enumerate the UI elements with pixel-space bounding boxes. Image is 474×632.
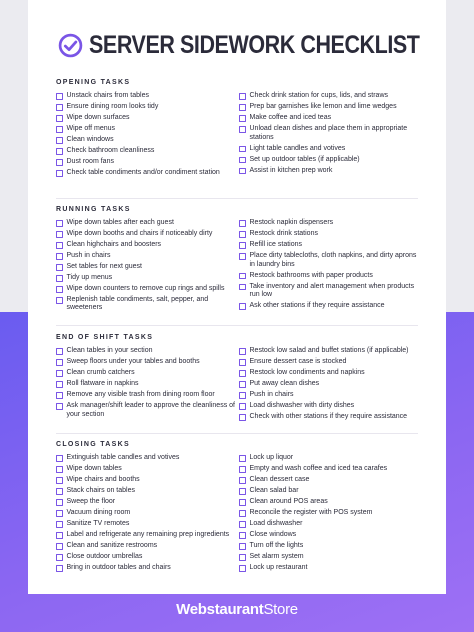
checkbox-icon[interactable] — [56, 148, 63, 155]
section-closing-tasks — [56, 440, 420, 575]
checklist-item[interactable] — [239, 230, 420, 239]
checkbox-icon[interactable] — [239, 488, 246, 495]
checklist-item-label: Sanitize TV remotes — [66, 519, 130, 527]
checkbox-icon[interactable] — [239, 543, 246, 550]
checklist-item-label: Tidy up menus — [66, 273, 113, 281]
checkbox-icon[interactable] — [56, 348, 63, 355]
checkbox-icon[interactable] — [56, 499, 63, 506]
checkbox-icon[interactable] — [239, 348, 246, 355]
checklist-item-label: Ask other stations if they require assistance — [249, 302, 385, 310]
checkbox-icon[interactable] — [239, 273, 246, 280]
checklist-item[interactable] — [239, 454, 420, 463]
checklist-item-label: Refill ice stations — [249, 240, 303, 248]
checkbox-icon[interactable] — [239, 157, 246, 164]
left-column — [56, 347, 237, 424]
checklist-item-label: Set alarm system — [249, 552, 304, 560]
checklist-item[interactable] — [239, 465, 420, 474]
checklist-item-label: Take inventory and alert management when products run low — [249, 282, 415, 299]
checkbox-icon[interactable] — [239, 554, 246, 561]
checkbox-icon[interactable] — [239, 510, 246, 517]
checkbox-icon[interactable] — [56, 359, 63, 366]
section-opening-tasks — [56, 78, 420, 180]
checkbox-icon[interactable] — [239, 392, 246, 399]
checkbox-icon[interactable] — [239, 220, 246, 227]
checklist-item[interactable] — [56, 274, 237, 283]
checklist-item-label: Check table condiments and/or condiment station — [66, 168, 220, 176]
checkbox-icon[interactable] — [56, 126, 63, 133]
checkbox-icon[interactable] — [239, 168, 246, 175]
checklist-item-label: Reconcile the register with POS system — [249, 508, 373, 516]
checkbox-icon[interactable] — [56, 242, 63, 249]
checklist-item[interactable] — [56, 542, 237, 551]
check-circle-icon — [58, 33, 83, 58]
checklist-item[interactable] — [239, 145, 420, 154]
checklist-item-label: Set tables for next guest — [66, 262, 142, 270]
checkbox-icon[interactable] — [56, 286, 63, 293]
checklist-item[interactable] — [239, 241, 420, 250]
checkbox-icon[interactable] — [239, 231, 246, 238]
checklist-item[interactable] — [239, 369, 420, 378]
checklist-item[interactable] — [56, 402, 237, 419]
checklist-item-label: Wipe down counters to remove cup rings and spills — [66, 284, 225, 292]
checklist-item[interactable] — [239, 272, 420, 281]
checklist-item[interactable] — [239, 402, 420, 411]
right-column — [237, 454, 420, 575]
checkbox-icon[interactable] — [239, 532, 246, 539]
checklist-item-label: Bring in outdoor tables and chairs — [66, 563, 171, 571]
checklist-item[interactable] — [239, 391, 420, 400]
section-heading: CLOSING TASKS — [56, 441, 130, 448]
checklist-item-label: Check bathroom cleanliness — [66, 146, 155, 154]
checklist-item[interactable] — [56, 252, 237, 261]
checklist-item[interactable] — [239, 283, 420, 300]
checkbox-icon[interactable] — [56, 403, 63, 410]
section-divider — [56, 325, 418, 326]
checklist-item-label: Restock low condiments and napkins — [249, 368, 365, 376]
checklist-item[interactable] — [56, 114, 237, 123]
checklist-item-label: Lock up liquor — [249, 454, 294, 461]
checklist-item[interactable] — [239, 498, 420, 507]
checklist-item-label: Restock bathrooms with paper products — [249, 271, 373, 279]
checkbox-icon[interactable] — [239, 403, 246, 410]
checklist-item[interactable] — [56, 158, 237, 167]
checklist-item-label: Ensure dessert case is stocked — [249, 357, 347, 365]
checkbox-icon[interactable] — [56, 275, 63, 282]
checkbox-icon[interactable] — [56, 521, 63, 528]
checklist-item-label: Wipe down tables after each guest — [66, 219, 174, 226]
section-divider — [56, 433, 418, 434]
checklist-item[interactable] — [239, 520, 420, 529]
checkbox-icon[interactable] — [239, 359, 246, 366]
checklist-item[interactable] — [239, 358, 420, 367]
checkbox-icon[interactable] — [239, 477, 246, 484]
right-column — [237, 92, 420, 180]
checklist-item-label: Empty and wash coffee and iced tea carafes — [249, 464, 388, 472]
checklist-item-label: Push in chairs — [249, 390, 294, 398]
checklist-item-label: Assist in kitchen prep work — [249, 166, 333, 174]
checklist-item[interactable] — [239, 476, 420, 485]
checklist-item[interactable] — [56, 147, 237, 156]
checklist-item-label: Vacuum dining room — [66, 508, 131, 516]
checklist-item[interactable] — [56, 358, 237, 367]
checkbox-icon[interactable] — [56, 565, 63, 572]
checkbox-icon[interactable] — [56, 477, 63, 484]
checkbox-icon[interactable] — [56, 253, 63, 260]
checklist-item[interactable] — [239, 509, 420, 518]
checklist-item-label: Set up outdoor tables (if applicable) — [249, 155, 360, 163]
checklist-item-label: Close outdoor umbrellas — [66, 552, 143, 560]
checklist-item-label: Stack chairs on tables — [66, 486, 135, 494]
checklist-item[interactable] — [239, 487, 420, 496]
checklist-item[interactable] — [56, 136, 237, 145]
checklist-item-label: Turn off the lights — [249, 541, 304, 549]
checklist-item-label: Load dishwasher — [249, 519, 303, 527]
checkbox-icon[interactable] — [56, 93, 63, 100]
section-heading: END OF SHIFT TASKS — [56, 334, 154, 341]
checklist-item-label: Clean crumb catchers — [66, 368, 135, 376]
checklist-item[interactable] — [56, 509, 237, 518]
checkbox-icon[interactable] — [56, 543, 63, 550]
checkbox-icon[interactable] — [239, 253, 246, 260]
checklist-item[interactable] — [56, 230, 237, 239]
brand-bold: Webstaurant — [176, 601, 264, 618]
checklist-item-label: Wipe down booths and chairs if noticeably dirty — [66, 229, 213, 237]
checklist-item-label: Wipe down surfaces — [66, 113, 130, 121]
section-heading: RUNNING TASKS — [56, 206, 131, 213]
checklist-item[interactable] — [56, 498, 237, 507]
page-title — [58, 28, 473, 62]
checkbox-icon[interactable] — [56, 392, 63, 399]
checkbox-icon[interactable] — [56, 159, 63, 166]
checklist-item[interactable] — [239, 252, 420, 269]
checkbox-icon[interactable] — [56, 381, 63, 388]
checklist-item[interactable] — [239, 92, 420, 101]
checklist-item-label: Make coffee and iced teas — [249, 113, 332, 121]
checklist-item[interactable] — [239, 531, 420, 540]
checkbox-icon[interactable] — [56, 220, 63, 227]
checklist-item-label: Put away clean dishes — [249, 379, 320, 387]
checkbox-icon[interactable] — [239, 414, 246, 421]
checklist-item[interactable] — [239, 542, 420, 551]
checklist-item-label: Unload clean dishes and place them in appropriate stations — [249, 124, 408, 141]
checklist-item-label: Restock low salad and buffet stations (if applicable) — [249, 347, 409, 354]
checklist-item-label: Dust room fans — [66, 157, 114, 165]
section-divider — [56, 198, 418, 199]
checklist-item-label: Remove any visible trash from dining room floor — [66, 390, 215, 398]
section-running-tasks — [56, 205, 420, 315]
checkbox-icon[interactable] — [56, 510, 63, 517]
checkbox-icon[interactable] — [239, 499, 246, 506]
checklist-item[interactable] — [239, 553, 420, 562]
title-text: SERVER SIDEWORK CHECKLIST — [89, 30, 420, 59]
checklist-item-label: Unstack chairs from tables — [66, 92, 149, 99]
checklist-item-label: Light table candles and votives — [249, 144, 346, 152]
right-column — [237, 219, 420, 315]
checklist-item-label: Close windows — [249, 530, 297, 538]
checklist-item[interactable] — [56, 169, 237, 178]
checklist-item-label: Restock napkin dispensers — [249, 219, 334, 226]
checkbox-icon[interactable] — [239, 242, 246, 249]
checkbox-icon[interactable] — [56, 264, 63, 271]
checklist-item[interactable] — [239, 347, 420, 356]
checklist-item[interactable] — [56, 380, 237, 389]
checklist-item[interactable] — [56, 369, 237, 378]
checkbox-icon[interactable] — [56, 455, 63, 462]
checklist-item-label: Sweep floors under your tables and booths — [66, 357, 200, 365]
checklist-item[interactable] — [56, 531, 237, 540]
left-column — [56, 92, 237, 180]
checklist-item[interactable] — [56, 125, 237, 134]
checklist-item[interactable] — [239, 167, 420, 176]
checkbox-icon[interactable] — [239, 455, 246, 462]
checkbox-icon[interactable] — [239, 381, 246, 388]
checklist-item[interactable] — [56, 263, 237, 272]
checkbox-icon[interactable] — [239, 93, 246, 100]
checkbox-icon[interactable] — [56, 370, 63, 377]
checklist-item[interactable] — [56, 454, 237, 463]
checkbox-icon[interactable] — [56, 115, 63, 122]
checkbox-icon[interactable] — [56, 488, 63, 495]
checklist-item[interactable] — [56, 564, 237, 573]
checklist-item[interactable] — [239, 114, 420, 123]
checkbox-icon[interactable] — [239, 284, 246, 291]
left-column — [56, 454, 237, 575]
checklist-item[interactable] — [239, 219, 420, 228]
brand-logo — [0, 601, 474, 618]
checkbox-icon[interactable] — [239, 565, 246, 572]
checklist-item-label: Extinguish table candles and votives — [66, 454, 180, 461]
checkbox-icon[interactable] — [239, 126, 246, 133]
checklist-item-label: Wipe chairs and booths — [66, 475, 140, 483]
checklist-item-label: Wipe off menus — [66, 124, 116, 132]
checklist-item-label: Clean windows — [66, 135, 114, 143]
checkbox-icon[interactable] — [239, 104, 246, 111]
checkbox-icon[interactable] — [239, 466, 246, 473]
checklist-item[interactable] — [56, 219, 237, 228]
checklist-item[interactable] — [56, 391, 237, 400]
checklist-item[interactable] — [56, 285, 237, 294]
checkbox-icon[interactable] — [56, 231, 63, 238]
checklist-item[interactable] — [56, 476, 237, 485]
right-column — [237, 347, 420, 424]
checkbox-icon[interactable] — [239, 115, 246, 122]
checkbox-icon[interactable] — [239, 521, 246, 528]
checklist-item-label: Ask manager/shift leader to approve the cleanliness of your section — [66, 401, 235, 418]
checklist-item[interactable] — [239, 103, 420, 112]
left-column — [56, 219, 237, 315]
checklist-item[interactable] — [56, 487, 237, 496]
checklist-item[interactable] — [239, 156, 420, 165]
checkbox-icon[interactable] — [56, 532, 63, 539]
checklist-item-label: Lock up restaurant — [249, 563, 308, 571]
checkbox-icon[interactable] — [56, 104, 63, 111]
checklist-item-label: Clean dessert case — [249, 475, 310, 483]
checklist-item-label: Restock drink stations — [249, 229, 318, 237]
checkbox-icon[interactable] — [56, 297, 63, 304]
checklist-item-label: Check with other stations if they require assistance — [249, 412, 408, 420]
checklist-item-label: Sweep the floor — [66, 497, 116, 505]
checkbox-icon[interactable] — [56, 466, 63, 473]
checklist-item-label: Label and refrigerate any remaining prep ingredients — [66, 530, 230, 538]
checklist-item[interactable] — [56, 241, 237, 250]
checklist-item-label: Clean around POS areas — [249, 497, 328, 505]
section-end-of-shift-tasks — [56, 333, 420, 424]
checklist-item-label: Push in chairs — [66, 251, 111, 259]
checklist-item-label: Load dishwasher with dirty dishes — [249, 401, 355, 409]
checklist-item[interactable] — [56, 347, 237, 356]
checkbox-icon[interactable] — [239, 303, 246, 310]
checkbox-icon[interactable] — [56, 554, 63, 561]
checklist-item[interactable] — [56, 296, 237, 313]
checklist-item-label: Wipe down tables — [66, 464, 122, 472]
checklist-item-label: Roll flatware in napkins — [66, 379, 139, 387]
checklist-item-label: Prep bar garnishes like lemon and lime wedges — [249, 102, 397, 110]
checkbox-icon[interactable] — [56, 170, 63, 177]
checklist-item-label: Place dirty tablecloths, cloth napkins, and dirty aprons in laundry bins — [249, 251, 417, 268]
checklist-item[interactable] — [239, 380, 420, 389]
checkbox-icon[interactable] — [239, 146, 246, 153]
checklist-item-label: Clean tables in your section — [66, 347, 153, 354]
section-heading: OPENING TASKS — [56, 79, 131, 86]
brand-regular: Store — [263, 601, 298, 618]
checklist-item[interactable] — [56, 465, 237, 474]
checklist-item[interactable] — [56, 92, 237, 101]
checklist-item-label: Clean and sanitize restrooms — [66, 541, 158, 549]
checklist-item-label: Clean highchairs and boosters — [66, 240, 162, 248]
checklist-item[interactable] — [239, 302, 420, 311]
checklist-item[interactable] — [56, 103, 237, 112]
checklist-item-label: Check drink station for cups, lids, and straws — [249, 92, 389, 99]
checklist-item-label: Clean salad bar — [249, 486, 299, 494]
checklist-item-label: Ensure dining room looks tidy — [66, 102, 159, 110]
checkbox-icon[interactable] — [56, 137, 63, 144]
checkbox-icon[interactable] — [239, 370, 246, 377]
checklist-item[interactable] — [239, 413, 420, 422]
checklist-item[interactable] — [56, 553, 237, 562]
checklist-item[interactable] — [239, 125, 420, 142]
checklist-item-label: Replenish table condiments, salt, pepper, and sweeteners — [66, 295, 209, 312]
checklist-item[interactable] — [56, 520, 237, 529]
checklist-item[interactable] — [239, 564, 420, 573]
